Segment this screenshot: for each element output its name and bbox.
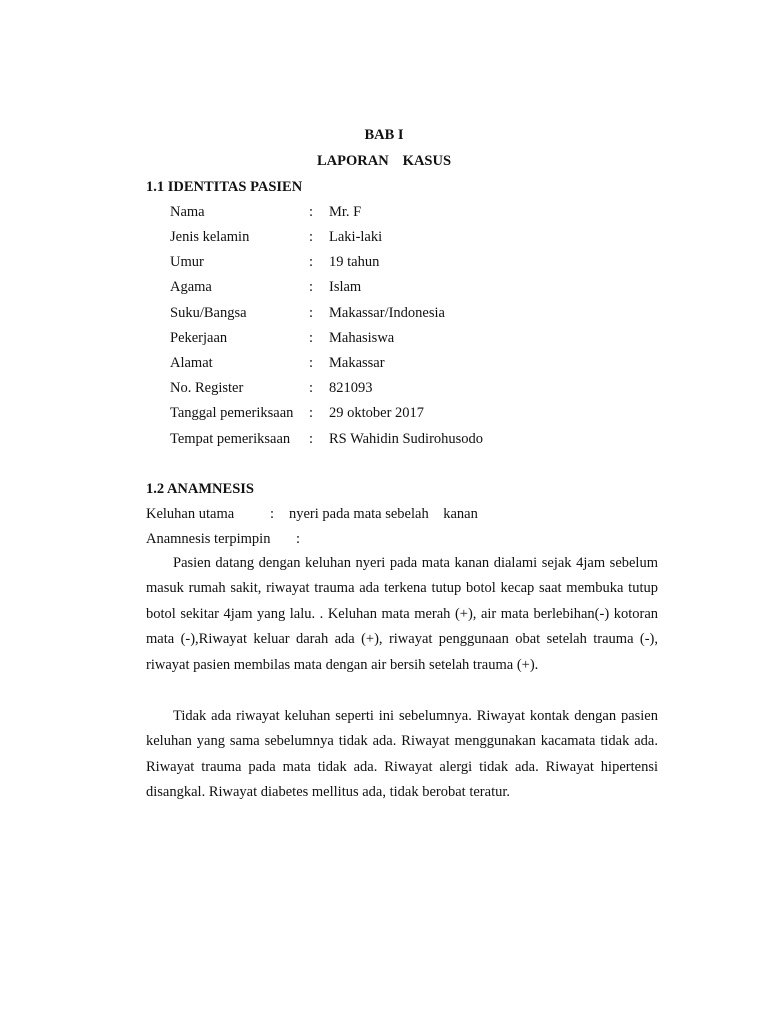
- identity-label: Tanggal pemeriksaan: [170, 405, 294, 421]
- anamnesis-paragraph-1: Pasien datang dengan keluhan nyeri pada mata kanan dialami sejak 4jam sebelum masuk rumah sakit, riwayat trauma ada terkena tutup botol kecap saat membuka tutup botol sekitar 4jam yang lalu. . Keluhan mata merah (+), air mata berlebihan(-) kotoran mata (-),Riwayat keluar darah ada (+), riwayat penggunaan obat setelah trauma (-), riwayat pasien membilas mata dengan air bersih setelah trauma (+).: [146, 555, 658, 673]
- identity-colon: :: [309, 405, 314, 421]
- identity-value: Makassar/Indonesia: [329, 305, 445, 321]
- identity-label: Pekerjaan: [170, 330, 228, 346]
- identity-label: Umur: [170, 254, 204, 270]
- anamnesis-paragraph-2: Tidak ada riwayat keluhan seperti ini sebelumnya. Riwayat kontak dengan pasien keluhan yang sama sebelumnya tidak ada. Riwayat menggunakan kacamata tidak ada. Riwayat trauma pada mata tidak ada. Riwayat alergi tidak ada. Riwayat hipertensi disangkal. Riwayat diabetes mellitus ada, tidak berobat teratur.: [146, 708, 658, 801]
- identity-label: Suku/Bangsa: [170, 305, 247, 321]
- identity-colon: :: [309, 204, 314, 220]
- chapter-heading: BAB I: [364, 127, 404, 143]
- keluhan-utama-colon: :: [270, 506, 275, 522]
- report-title-part2: KASUS: [402, 153, 452, 169]
- identity-colon: :: [309, 380, 314, 396]
- identity-label: Agama: [170, 279, 212, 295]
- keluhan-utama-line: [146, 506, 478, 523]
- identity-value: 19 tahun: [329, 254, 380, 270]
- identity-label: Alamat: [170, 355, 213, 371]
- identity-colon: :: [309, 229, 314, 245]
- keluhan-utama-value: nyeri pada mata sebelah kanan: [289, 506, 478, 522]
- anamnesis-terpimpin-line: [146, 531, 301, 548]
- identity-value: Mahasiswa: [329, 330, 395, 346]
- identity-colon: :: [309, 254, 314, 270]
- report-title-part1: LAPORAN: [316, 153, 389, 169]
- identity-colon: :: [309, 305, 314, 321]
- section-anamnesis-heading: 1.2 ANAMNESIS: [146, 481, 254, 497]
- section-identitas-heading: 1.1 IDENTITAS PASIEN: [146, 179, 303, 195]
- identity-value: Islam: [329, 279, 362, 295]
- keluhan-utama-label: Keluhan utama: [146, 506, 235, 522]
- identity-label: No. Register: [170, 380, 244, 396]
- identity-value: Mr. F: [329, 204, 362, 220]
- identity-label: Tempat pemeriksaan: [170, 431, 291, 447]
- report-title: [0, 153, 768, 170]
- identity-value: Makassar: [329, 355, 385, 371]
- identity-value: 29 oktober 2017: [329, 405, 425, 421]
- anamnesis-terpimpin-colon: :: [296, 531, 301, 547]
- identity-colon: :: [309, 330, 314, 346]
- identity-colon: :: [309, 355, 314, 371]
- identity-colon: :: [309, 279, 314, 295]
- anamnesis-terpimpin-label: Anamnesis terpimpin: [146, 531, 271, 547]
- identity-label: Jenis kelamin: [170, 229, 250, 245]
- identity-colon: :: [309, 431, 314, 447]
- identity-label: Nama: [170, 204, 205, 220]
- identity-value: RS Wahidin Sudirohusodo: [329, 431, 484, 447]
- identity-value: Laki-laki: [329, 229, 383, 245]
- identity-value: 821093: [329, 380, 373, 396]
